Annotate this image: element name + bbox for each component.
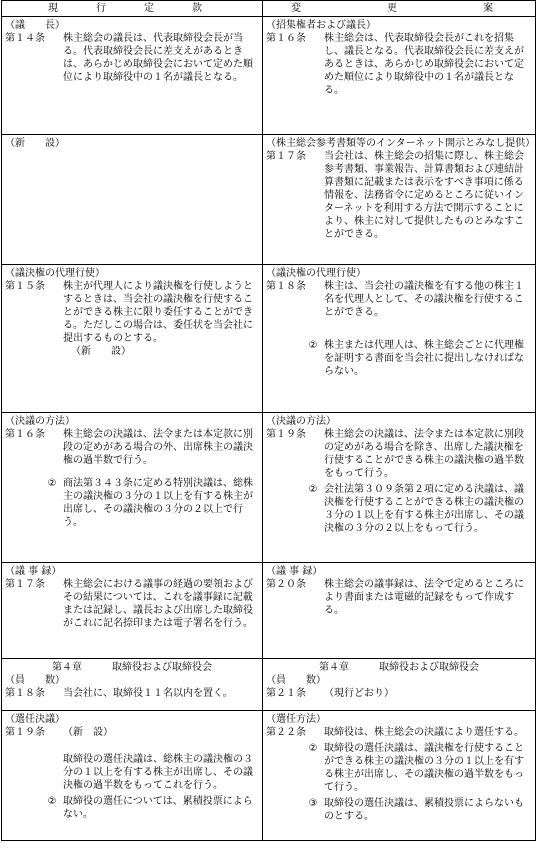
article-heading: （選任決議） (5, 714, 65, 725)
article-text: 取締役は、株主総会の決議により選任する。 (324, 727, 524, 738)
article-text: 株主総会は、代表取締役会長がこれを招集し、議長となる。代表取締役会長に差支えがあるときは、あらかじめ取締役会において定めた順位により取締役中の１名が議長となる。 (324, 33, 524, 96)
table-row (2, 135, 536, 265)
current-cell (2, 265, 263, 413)
article-heading: （議 長） (5, 20, 65, 31)
clause-text: 商法第３４３条に定める特別決議は、総株主の議決権の３分の１以上を有する株主が出席し、その議決権の３分の２以上で行う。 (63, 478, 253, 528)
proposed-cell (263, 265, 536, 413)
current-cell (2, 17, 263, 135)
current-cell (2, 413, 263, 563)
article-heading: （新 設） (5, 138, 65, 149)
article-heading: （議 事 録） (5, 566, 62, 577)
article-number: 第１６条 (266, 33, 306, 44)
current-cell (2, 711, 263, 841)
table-header-row (2, 1, 536, 17)
article-number: 第１８条 (266, 281, 306, 292)
table-row (2, 711, 536, 841)
article-number: 第１９条 (5, 727, 45, 738)
article-heading: （員 数） (5, 675, 65, 686)
current-cell (2, 135, 263, 265)
clause-text: 取締役の選任決議は、累積投票によらないものとする。 (324, 798, 524, 822)
clause-text: 株主または代理人は、株主総会ごとに代理権を証明する書面を当会社に提出しなければならない。 (324, 340, 524, 377)
article-heading: （決議の方法） (5, 416, 75, 427)
table-row (2, 563, 536, 659)
article-text: 取締役の選任決議は、総株主の議決権の３分の１以上を有する株主が出席し、その議決権の過半数をもってこれを行う。 (63, 754, 253, 791)
current-cell (2, 659, 263, 711)
article-number: 第１６条 (5, 429, 45, 440)
article-number: 第２０条 (266, 579, 306, 590)
article-heading: （議決権の代理行使） (5, 268, 105, 279)
article-text: 当会社に、取締役１１名以内を置く。 (63, 688, 233, 699)
clause-mark: ③ (308, 798, 318, 809)
article-text: 株主は、当会社の議決権を有する他の株主１名を代理人として、その議決権を行使することができる。 (324, 281, 524, 318)
article-text: （新 設） (63, 727, 113, 738)
article-number: 第１７条 (266, 151, 306, 162)
article-text: 株主総会の議長は、代表取締役会長が当る。代表取締役会長に差支えがあるときは、あらかじめ取締役会において定めた順位により取締役中の１名が議長となる。 (63, 33, 253, 83)
article-heading: （議決権の代理行使） (266, 268, 366, 279)
header-proposed: 変 更 案 (263, 1, 536, 17)
proposed-cell (263, 17, 536, 135)
table-row (2, 413, 536, 563)
article-text: 株主総会の決議は、法令または本定款に別段の定めがある場合の外、出席株主の議決権の過半数で行う。 (63, 429, 253, 466)
clause-mark: ② (308, 484, 318, 495)
article-text: 株主総会における議事の経過の要領およびその結果については、これを議事録に記載または記録し、議長および出席した取締役がこれに記名捺印または電子署名を行う。 (63, 579, 253, 629)
clause-text: 取締役の選任については、累積投票によらない。 (63, 796, 253, 820)
table-row (2, 265, 536, 413)
header-current: 現 行 定 款 (2, 1, 263, 17)
article-text: （現行どおり） (324, 688, 394, 699)
article-number: 第１７条 (5, 579, 45, 590)
article-heading: （決議の方法） (266, 416, 336, 427)
table-row (2, 17, 536, 135)
article-heading: （議 事 録） (266, 566, 323, 577)
proposed-cell (263, 135, 536, 265)
chapter-title: 第４章 取締役および取締役会 (319, 662, 479, 673)
clause-mark: ② (47, 478, 57, 489)
article-text: 株主総会の議事録は、法令で定めるところにより書面または電磁的記録をもって作成する。 (324, 579, 524, 616)
article-text: 株主総会の決議は、法令または本定款に別段の定めがある場合を除き、出席した議決権を行使することができる株主の議決権の過半数をもって行う。 (324, 429, 524, 479)
proposed-cell (263, 659, 536, 711)
comparison-table (1, 0, 536, 841)
proposed-cell (263, 563, 536, 659)
table-row (2, 659, 536, 711)
current-cell (2, 563, 263, 659)
clause-mark: ② (47, 796, 57, 807)
clause-mark: ② (308, 743, 318, 754)
article-number: 第２１条 (266, 688, 306, 699)
clause-text: 取締役の選任決議は、議決権を行使することができる株主の議決権の３分の１以上を有する株主が出席し、その議決権の過半数をもって行う。 (324, 743, 524, 793)
article-number: 第１８条 (5, 688, 45, 699)
article-number: 第１９条 (266, 429, 306, 440)
article-heading: （招集権者および議長） (266, 20, 376, 31)
article-heading: （選任方法） (266, 714, 326, 725)
article-text: 当会社は、株主総会の招集に際し、株主総会参考書類、事業報告、計算書類および連結計算書類に記載または表示をすべき事項に係る情報を、法務省令に定めるところに従いインターネットを利用する方法で開示することにより、株主に対して提供したものとみなすことができる。 (324, 151, 524, 240)
chapter-title: 第４章 取締役および取締役会 (52, 662, 212, 673)
article-text: 株主が代理人により議決権を行使しようとするときは、当会社の議決権を行使することができる株主に限り委任することができる。ただしこの場合は、委任状を当会社に提出するものとする。 (63, 281, 253, 344)
article-number: 第１５条 (5, 281, 45, 292)
clause-mark: ② (308, 340, 318, 351)
proposed-cell (263, 413, 536, 563)
proposed-cell (263, 711, 536, 841)
clause-text: 会社法第３０９条第２項に定める決議は、議決権を行使することができる株主の議決権の３分の１以上を有する株主が出席し、その議決権の３分の２以上をもって行う。 (324, 484, 524, 534)
article-heading: （員 数） (266, 675, 326, 686)
article-number: 第１４条 (5, 33, 45, 44)
article-number: 第２２条 (266, 727, 306, 738)
new-clause-note: （新 設） (71, 346, 131, 357)
article-heading: （株主総会参考書類等のインターネット開示とみなし提供） (266, 138, 536, 149)
